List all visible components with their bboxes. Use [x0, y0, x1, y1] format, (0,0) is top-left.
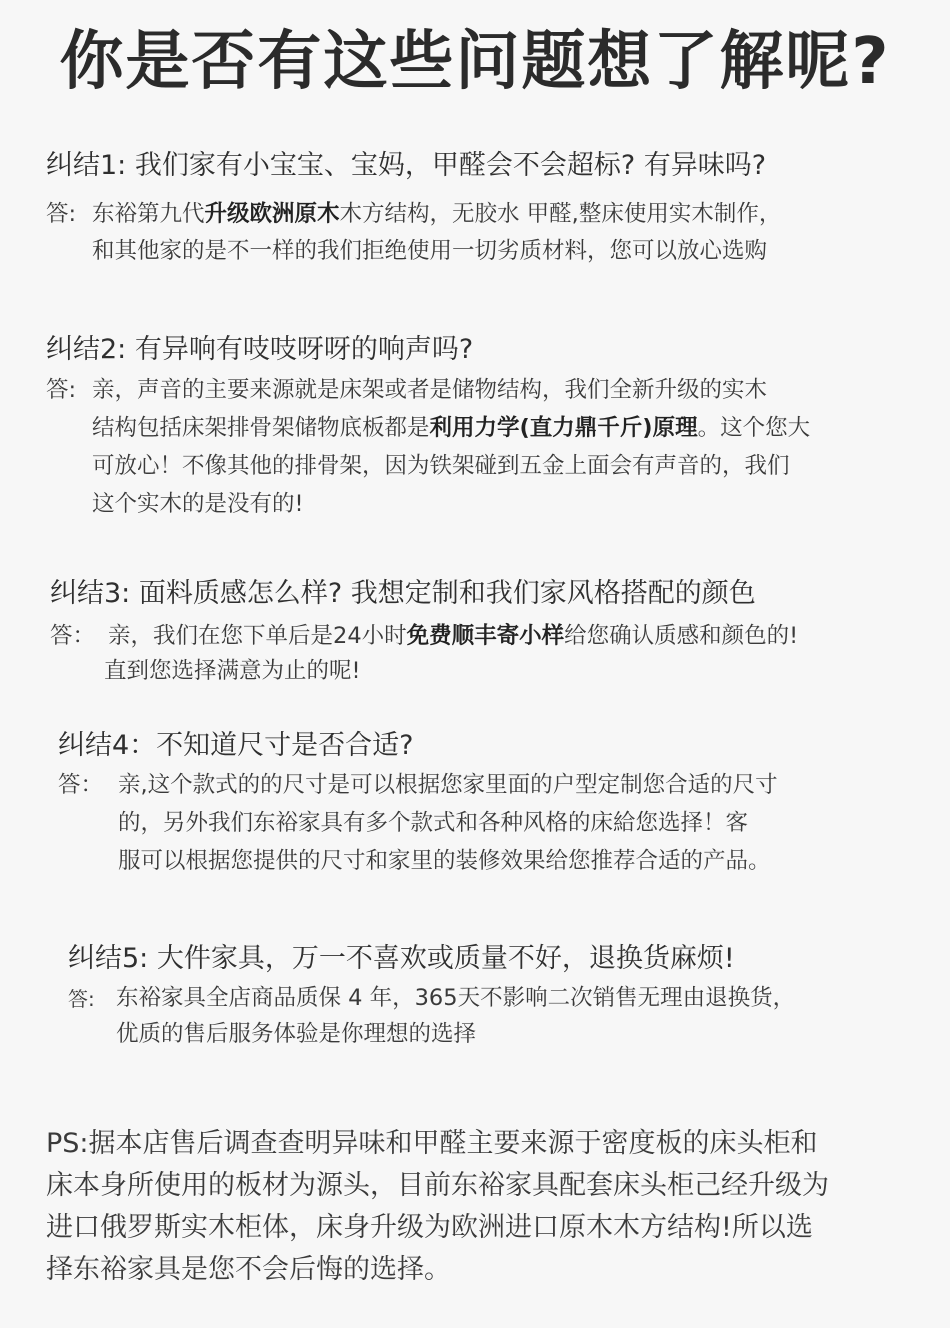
answer-2-line-4: 这个实木的是没有的!	[92, 491, 304, 517]
ps-line-2: 床本身所使用的板材为源头，目前东裕家具配套床头柜己经升级为	[46, 1170, 829, 1201]
question-5: 纠结5: 大件家具，万一不喜欢或质量不好，退换货麻烦!	[68, 943, 735, 974]
answer-2-line-2: 结构包括床架排骨架储物底板都是利用力学(直力鼎千斤)原理。这个您大	[92, 415, 811, 441]
answer-3-line-2: 直到您选择满意为止的呢!	[104, 658, 361, 684]
answer-label-1: 答:	[46, 201, 77, 227]
answer-1-highlight: 升级欧洲原木	[204, 201, 340, 227]
answer-1-line-1: 东裕第九代升级欧洲原木木方结构，无胶水 甲醛,整床使用实木制作，	[92, 201, 782, 227]
answer-5-line-2: 优质的售后服务体验是你理想的选择	[116, 1021, 477, 1047]
answer-3-line-1: 亲，我们在您下单后是24小时免费顺丰寄小样给您确认质感和颜色的!	[108, 623, 799, 649]
ps-line-1: PS:据本店售后调查查明异味和甲醛主要来源于密度板的床头柜和	[46, 1128, 818, 1159]
answer-label-3: 答：	[50, 623, 96, 649]
answer-5-line-1: 东裕家具全店商品质保 4 年，365天不影响二次销售无理由退换货，	[116, 985, 796, 1011]
answer-2-highlight: 利用力学(直力鼎千斤)原理	[429, 415, 698, 441]
answer-label-5: 答:	[68, 987, 95, 1011]
answer-4-line-2: 的，另外我们东裕家具有多个款式和各种风格的床給您选择！客	[118, 810, 749, 836]
page-title: 你是否有这些问题想了解呢?	[59, 25, 891, 99]
answer-3-highlight: 免费顺丰寄小样	[406, 623, 565, 649]
answer-label-2: 答:	[46, 377, 77, 403]
answer-2-line-1: 亲，声音的主要来源就是床架或者是储物结构，我们全新升级的实木	[92, 377, 768, 403]
answer-2-line-3: 可放心！不像其他的排骨架，因为铁架碰到五金上面会有声音的，我们	[92, 453, 790, 479]
answer-4-line-1: 亲,这个款式的的尺寸是可以根据您家里面的户型定制您合适的尺寸	[118, 772, 778, 798]
ps-line-3: 进口俄罗斯实木柜体，床身升级为欧洲进口原木木方结构!所以选	[46, 1212, 813, 1243]
answer-label-4: 答：	[58, 772, 104, 798]
ps-line-4: 择东裕家具是您不会后悔的选择。	[46, 1254, 451, 1285]
answer-1-line-2: 和其他家的是不一样的我们拒绝使用一切劣质材料，您可以放心选购	[92, 238, 768, 264]
answer-4-line-3: 服可以根据您提供的尺寸和家里的装修效果给您推荐合适的产品。	[118, 848, 771, 874]
question-4: 纠结4：不知道尺寸是否合适?	[58, 730, 414, 761]
question-2: 纠结2: 有异响有吱吱呀呀的响声吗?	[46, 334, 474, 365]
question-3: 纠结3: 面料质感怎么样? 我想定制和我们家风格搭配的颜色	[50, 578, 756, 609]
question-1: 纠结1: 我们家有小宝宝、宝妈，甲醛会不会超标? 有异味吗?	[46, 150, 767, 181]
